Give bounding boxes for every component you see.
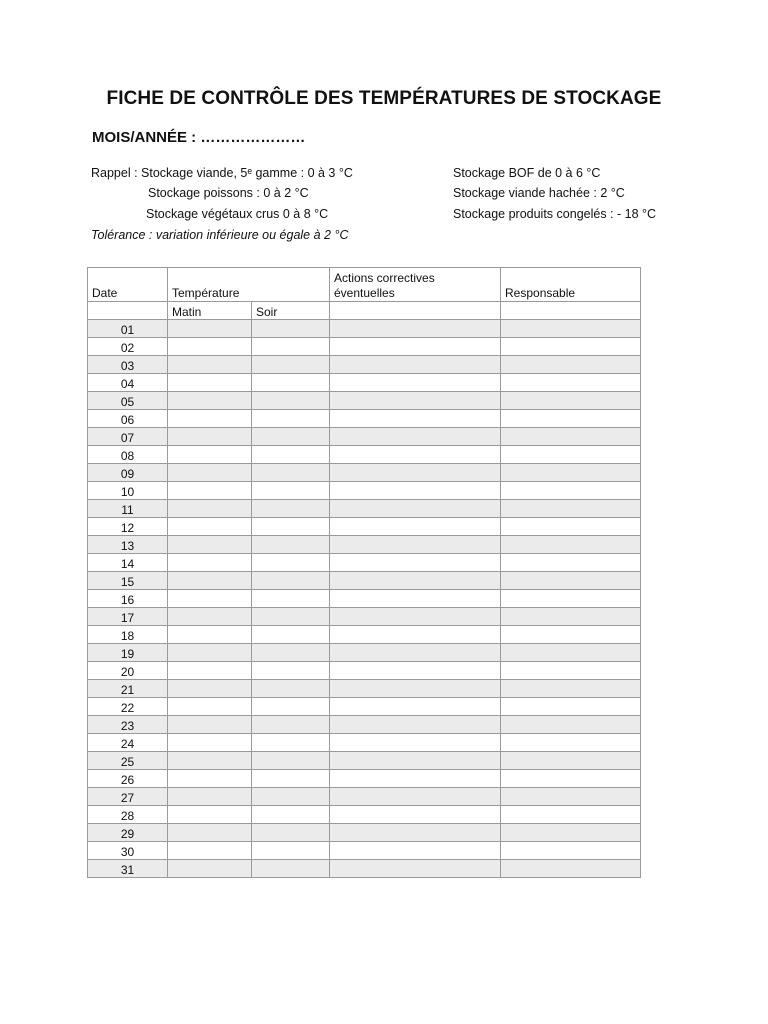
responsable-cell[interactable]	[501, 788, 641, 806]
responsable-cell[interactable]	[501, 590, 641, 608]
actions-cell[interactable]	[330, 860, 501, 878]
soir-cell[interactable]	[252, 500, 330, 518]
day-cell: 29	[88, 824, 168, 842]
table-row	[88, 356, 641, 374]
matin-cell[interactable]	[168, 428, 252, 446]
reminder-frozen: Stockage produits congelés : - 18 °C	[453, 207, 657, 221]
responsable-cell[interactable]	[501, 428, 641, 446]
table-row	[88, 392, 641, 410]
actions-cell[interactable]	[330, 536, 501, 554]
matin-cell[interactable]	[168, 500, 252, 518]
actions-cell[interactable]	[330, 842, 501, 860]
soir-cell[interactable]	[252, 374, 330, 392]
reminder-vegetables: Stockage végétaux crus 0 à 8 °C	[146, 207, 329, 221]
day-cell: 20	[88, 662, 168, 680]
day-cell: 15	[88, 572, 168, 590]
responsable-cell[interactable]	[501, 806, 641, 824]
table-row	[88, 572, 641, 590]
responsable-cell[interactable]	[501, 626, 641, 644]
day-cell: 21	[88, 680, 168, 698]
table-row	[88, 788, 641, 806]
table-row	[88, 842, 641, 860]
header-matin: Matin	[168, 302, 252, 320]
day-cell: 08	[88, 446, 168, 464]
table-row	[88, 464, 641, 482]
table-row	[88, 446, 641, 464]
table-row	[88, 482, 641, 500]
responsable-cell[interactable]	[501, 734, 641, 752]
matin-cell[interactable]	[168, 320, 252, 338]
day-cell: 02	[88, 338, 168, 356]
day-cell: 31	[88, 860, 168, 878]
day-cell: 16	[88, 590, 168, 608]
matin-cell[interactable]	[168, 410, 252, 428]
actions-cell[interactable]	[330, 572, 501, 590]
subheader-blank	[88, 302, 168, 320]
soir-cell[interactable]	[252, 752, 330, 770]
soir-cell[interactable]	[252, 338, 330, 356]
responsable-cell[interactable]	[501, 824, 641, 842]
subheader-blank	[501, 302, 641, 320]
soir-cell[interactable]	[252, 428, 330, 446]
soir-cell[interactable]	[252, 662, 330, 680]
matin-cell[interactable]	[168, 608, 252, 626]
responsable-cell[interactable]	[501, 554, 641, 572]
actions-cell[interactable]	[330, 500, 501, 518]
responsable-cell[interactable]	[501, 752, 641, 770]
header-temperature: Température	[168, 268, 330, 302]
table-row	[88, 626, 641, 644]
matin-cell[interactable]	[168, 734, 252, 752]
reminder-minced-meat: Stockage viande hachée : 2 °C	[453, 186, 625, 200]
day-cell: 07	[88, 428, 168, 446]
day-cell: 10	[88, 482, 168, 500]
actions-cell[interactable]	[330, 338, 501, 356]
table-row	[88, 644, 641, 662]
actions-cell[interactable]	[330, 662, 501, 680]
matin-cell[interactable]	[168, 788, 252, 806]
responsable-cell[interactable]	[501, 770, 641, 788]
header-soir: Soir	[252, 302, 330, 320]
day-cell: 09	[88, 464, 168, 482]
day-cell: 25	[88, 752, 168, 770]
soir-cell[interactable]	[252, 788, 330, 806]
actions-cell[interactable]	[330, 320, 501, 338]
soir-cell[interactable]	[252, 536, 330, 554]
soir-cell[interactable]	[252, 698, 330, 716]
responsable-cell[interactable]	[501, 500, 641, 518]
day-cell: 23	[88, 716, 168, 734]
table-row	[88, 536, 641, 554]
responsable-cell[interactable]	[501, 320, 641, 338]
month-year-label: MOIS/ANNÉE : …………………	[92, 129, 306, 146]
responsable-cell[interactable]	[501, 572, 641, 590]
header-actions-line1: Actions correctives	[334, 271, 435, 285]
matin-cell[interactable]	[168, 554, 252, 572]
day-cell: 06	[88, 410, 168, 428]
day-cell: 12	[88, 518, 168, 536]
soir-cell[interactable]	[252, 410, 330, 428]
actions-cell[interactable]	[330, 824, 501, 842]
soir-cell[interactable]	[252, 356, 330, 374]
page-title: FICHE DE CONTRÔLE DES TEMPÉRATURES DE STOCKAGE	[106, 88, 662, 109]
soir-cell[interactable]	[252, 590, 330, 608]
day-cell: 19	[88, 644, 168, 662]
matin-cell[interactable]	[168, 374, 252, 392]
day-cell: 30	[88, 842, 168, 860]
table-row	[88, 320, 641, 338]
actions-cell[interactable]	[330, 590, 501, 608]
table-row	[88, 608, 641, 626]
day-cell: 18	[88, 626, 168, 644]
actions-cell[interactable]	[330, 374, 501, 392]
soir-cell[interactable]	[252, 860, 330, 878]
actions-cell[interactable]	[330, 734, 501, 752]
responsable-cell[interactable]	[501, 698, 641, 716]
matin-cell[interactable]	[168, 356, 252, 374]
responsable-cell[interactable]	[501, 608, 641, 626]
matin-cell[interactable]	[168, 446, 252, 464]
temperature-log-table	[87, 267, 641, 878]
subheader-blank	[330, 302, 501, 320]
matin-cell[interactable]	[168, 482, 252, 500]
matin-cell[interactable]	[168, 626, 252, 644]
actions-cell[interactable]	[330, 410, 501, 428]
actions-cell[interactable]	[330, 626, 501, 644]
responsable-cell[interactable]	[501, 716, 641, 734]
soir-cell[interactable]	[252, 446, 330, 464]
matin-cell[interactable]	[168, 698, 252, 716]
matin-cell[interactable]	[168, 464, 252, 482]
soir-cell[interactable]	[252, 320, 330, 338]
table-row	[88, 428, 641, 446]
responsable-cell[interactable]	[501, 446, 641, 464]
day-cell: 22	[88, 698, 168, 716]
actions-cell[interactable]	[330, 806, 501, 824]
day-cell: 01	[88, 320, 168, 338]
matin-cell[interactable]	[168, 392, 252, 410]
day-cell: 26	[88, 770, 168, 788]
matin-cell[interactable]	[168, 680, 252, 698]
matin-cell[interactable]	[168, 536, 252, 554]
table-row	[88, 662, 641, 680]
soir-cell[interactable]	[252, 554, 330, 572]
actions-cell[interactable]	[330, 716, 501, 734]
responsable-cell[interactable]	[501, 356, 641, 374]
table-row	[88, 500, 641, 518]
actions-cell[interactable]	[330, 788, 501, 806]
tolerance-note: Tolérance : variation inférieure ou égale à 2 °C	[91, 228, 349, 242]
day-cell: 11	[88, 500, 168, 518]
soir-cell[interactable]	[252, 482, 330, 500]
soir-cell[interactable]	[252, 842, 330, 860]
soir-cell[interactable]	[252, 572, 330, 590]
table-row	[88, 770, 641, 788]
responsable-cell[interactable]	[501, 410, 641, 428]
day-cell: 24	[88, 734, 168, 752]
table-header-row	[88, 268, 641, 302]
table-row	[88, 518, 641, 536]
actions-cell[interactable]	[330, 644, 501, 662]
reminder-meat: Rappel : Stockage viande, 5ᵉ gamme : 0 à 3 °C	[91, 166, 353, 180]
matin-cell[interactable]	[168, 662, 252, 680]
table-row	[88, 698, 641, 716]
soir-cell[interactable]	[252, 644, 330, 662]
responsable-cell[interactable]	[501, 680, 641, 698]
table-row	[88, 860, 641, 878]
matin-cell[interactable]	[168, 716, 252, 734]
matin-cell[interactable]	[168, 338, 252, 356]
soir-cell[interactable]	[252, 518, 330, 536]
responsable-cell[interactable]	[501, 662, 641, 680]
reminder-bof: Stockage BOF de 0 à 6 °C	[453, 166, 601, 180]
actions-cell[interactable]	[330, 518, 501, 536]
matin-cell[interactable]	[168, 770, 252, 788]
responsable-cell[interactable]	[501, 464, 641, 482]
reminder-fish: Stockage poissons : 0 à 2 °C	[148, 186, 309, 200]
header-actions-line2: éventuelles	[334, 286, 395, 300]
responsable-cell[interactable]	[501, 860, 641, 878]
day-cell: 03	[88, 356, 168, 374]
soir-cell[interactable]	[252, 392, 330, 410]
header-date: Date	[88, 268, 168, 302]
table-row	[88, 554, 641, 572]
day-cell: 04	[88, 374, 168, 392]
table-row	[88, 680, 641, 698]
soir-cell[interactable]	[252, 806, 330, 824]
actions-cell[interactable]	[330, 608, 501, 626]
responsable-cell[interactable]	[501, 842, 641, 860]
table-row	[88, 734, 641, 752]
responsable-cell[interactable]	[501, 644, 641, 662]
soir-cell[interactable]	[252, 680, 330, 698]
table-row	[88, 752, 641, 770]
soir-cell[interactable]	[252, 716, 330, 734]
soir-cell[interactable]	[252, 770, 330, 788]
responsable-cell[interactable]	[501, 536, 641, 554]
day-cell: 14	[88, 554, 168, 572]
matin-cell[interactable]	[168, 518, 252, 536]
matin-cell[interactable]	[168, 590, 252, 608]
actions-cell[interactable]	[330, 752, 501, 770]
responsable-cell[interactable]	[501, 482, 641, 500]
responsable-cell[interactable]	[501, 374, 641, 392]
actions-cell[interactable]	[330, 698, 501, 716]
matin-cell[interactable]	[168, 842, 252, 860]
actions-cell[interactable]	[330, 554, 501, 572]
day-cell: 05	[88, 392, 168, 410]
actions-cell[interactable]	[330, 392, 501, 410]
table-row	[88, 374, 641, 392]
matin-cell[interactable]	[168, 752, 252, 770]
soir-cell[interactable]	[252, 626, 330, 644]
matin-cell[interactable]	[168, 860, 252, 878]
header-responsable: Responsable	[501, 268, 641, 302]
responsable-cell[interactable]	[501, 338, 641, 356]
actions-cell[interactable]	[330, 680, 501, 698]
actions-cell[interactable]	[330, 428, 501, 446]
actions-cell[interactable]	[330, 464, 501, 482]
matin-cell[interactable]	[168, 644, 252, 662]
matin-cell[interactable]	[168, 572, 252, 590]
storage-reminders	[91, 166, 691, 246]
responsable-cell[interactable]	[501, 392, 641, 410]
soir-cell[interactable]	[252, 464, 330, 482]
soir-cell[interactable]	[252, 824, 330, 842]
actions-cell[interactable]	[330, 446, 501, 464]
day-cell: 17	[88, 608, 168, 626]
table-row	[88, 806, 641, 824]
table-row	[88, 338, 641, 356]
soir-cell[interactable]	[252, 734, 330, 752]
soir-cell[interactable]	[252, 608, 330, 626]
table-row	[88, 410, 641, 428]
day-cell: 27	[88, 788, 168, 806]
table-subheader-row	[88, 302, 641, 320]
table-row	[88, 824, 641, 842]
actions-cell[interactable]	[330, 770, 501, 788]
day-cell: 13	[88, 536, 168, 554]
header-actions	[330, 268, 501, 302]
actions-cell[interactable]	[330, 482, 501, 500]
table-row	[88, 590, 641, 608]
table-row	[88, 716, 641, 734]
day-cell: 28	[88, 806, 168, 824]
responsable-cell[interactable]	[501, 518, 641, 536]
matin-cell[interactable]	[168, 824, 252, 842]
matin-cell[interactable]	[168, 806, 252, 824]
actions-cell[interactable]	[330, 356, 501, 374]
